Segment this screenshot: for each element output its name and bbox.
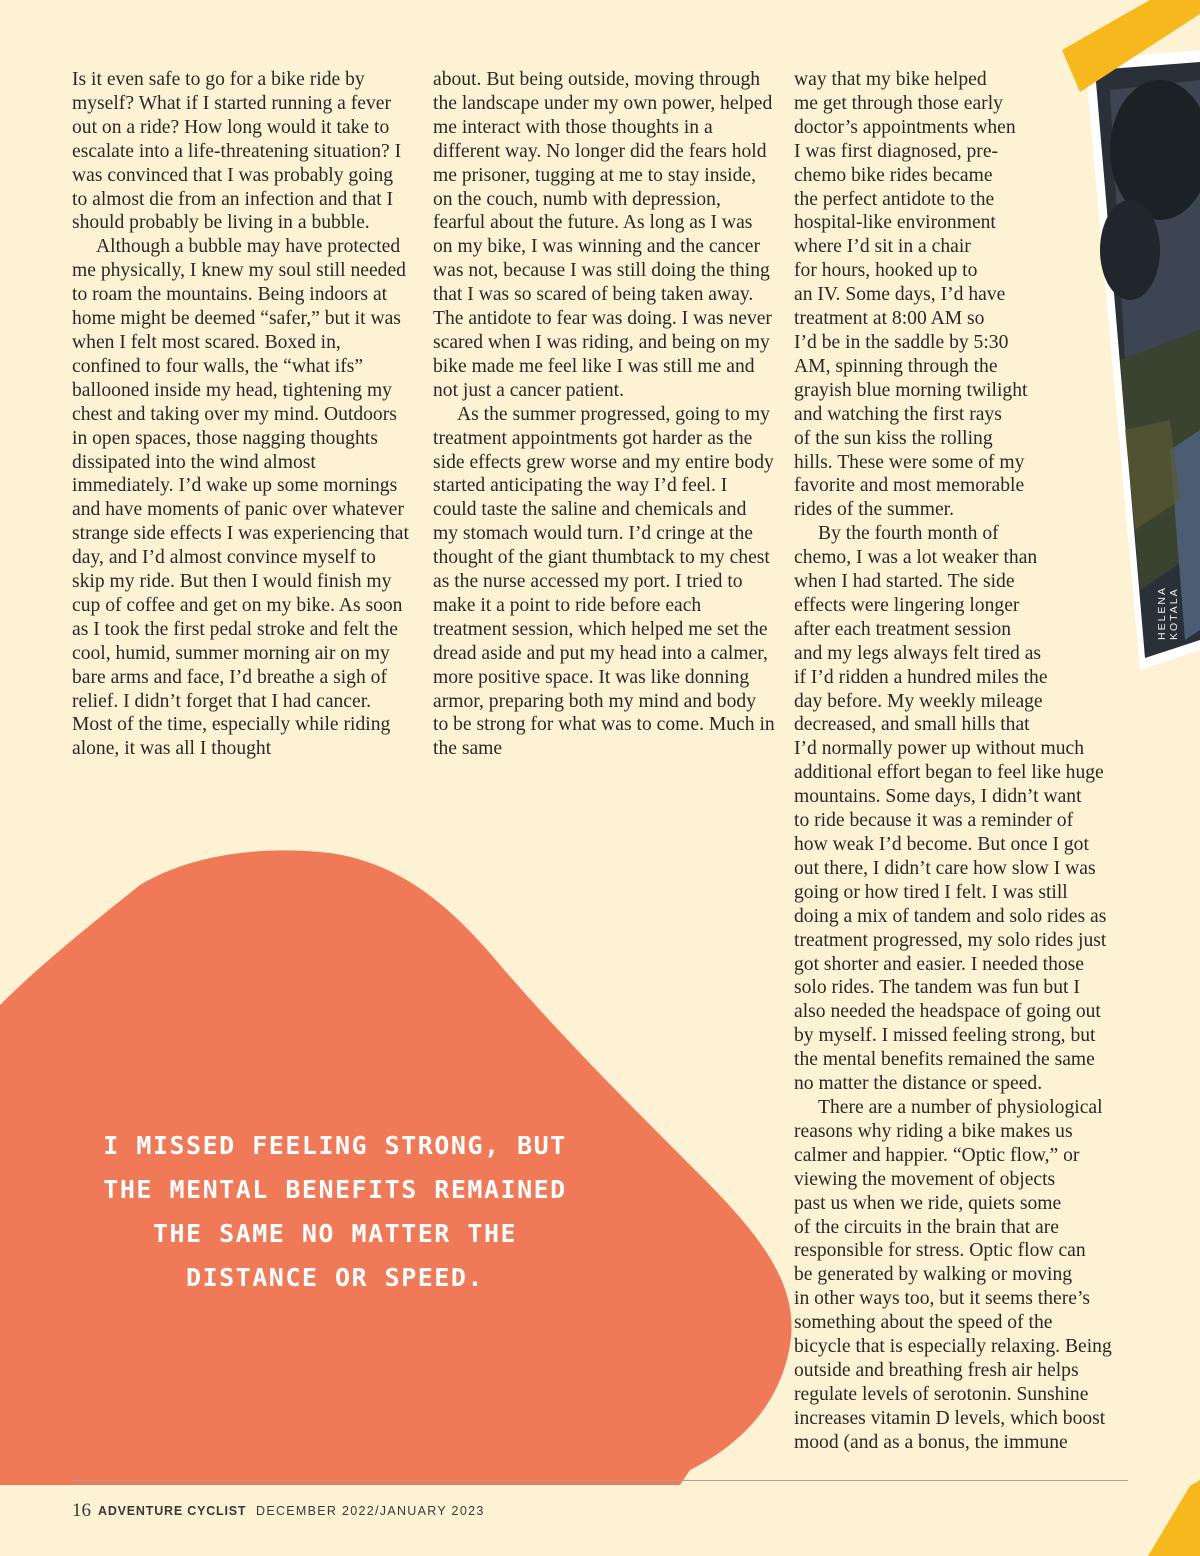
issue-date: DECEMBER 2022/JANUARY 2023 [256,1504,485,1518]
paragraph: As the summer progressed, going to my treatment appointments got harder as the side effects grew worse and my entire body started anticipating the way I’d feel. I could taste the saline and chemicals and my stomach would turn. I’d cringe at the thought of the giant thumbtack to my chest as the nurse accessed my port. I tried to make it a point to ride before each treatment session, which helped me set the dread aside and put my head into a calmer, more positive space. It was like donning armor, preparing both my mind and body to be strong for what was to come. Much in the same [433,403,775,760]
page-number: 16 [72,1500,91,1521]
paragraph: about. But being outside, moving through the landscape under my own power, helped me interact with those thoughts in a different way. No longer did the fears hold me prisoner, tugging at me to stay inside, on the couch, numb with depression, fearful about the future. As long as I was on my bike, I was winning and the cancer was not, because I was still doing the thing that I was so scared of being taken away. The antidote to fear was doing. I was never scared when I was riding, and being on my bike made me feel like I was still me and not just a cancer patient. [433,69,773,401]
paragraph: Is it even safe to go for a bike ride by myself? What if I started running a fever out on a ride? How long would it take to escalate into a life-threatening situation? I was convinced that I was probably going to almost die from an infection and that I should probably be living in a bubble. [72,69,402,234]
article-column-2 [433,68,775,761]
paragraph: There are a number of physiological reasons why riding a bike makes us calmer and happier. “Optic flow,” or viewing the movement of objects past us when we ride, quiets some of the circuits in the brain that are responsible for stress. Optic flow can be generated by walking or moving in other ways too, but it seems there’s something about the speed of the bicycle that is especially relaxing. Being outside and breathing fresh air helps regulate levels of serotonin. Sunshine increases vitamin D levels, which boost mood (and as a bonus, the immune [794,1096,1112,1453]
photo-credit: HELENA KOTALA [1156,586,1180,640]
paragraph: way that my bike helped me get through those early doctor’s appointments when I was first diagnosed, pre- chemo bike rides became the perfect antidote to the hospital-like environment where I’d sit in a chair for hours, hooked up to an IV. Some days, I’d have treatment at 8:00 AM so I’d be in the saddle by 5:30 AM, spinning through the grayish blue morning twilight and watching the first rays of the sun kiss the rolling hills. These were some of my favorite and most memorable rides of the summer. [794,69,1028,521]
paragraph: Although a bubble may have protected me physically, I knew my soul still needed to roam the mountains. Being indoors at home might be deemed “safer,” but it was when I felt most scared. Boxed in, confined to four walls, the “what ifs” ballooned inside my head, tightening my chest and taking over my mind. Outdoors in open spaces, those nagging thoughts dissipated into the wind almost immediately. I’d wake up some mornings and have moments of panic over whatever strange side effects I was experiencing that day, and I’d almost convince myself to skip my ride. But then I would finish my cup of coffee and get on my bike. As soon as I took the first pedal stroke and felt the cool, humid, summer morning air on my bare arms and face, I’d breathe a sigh of relief. I didn’t forget that I had cancer. Most of the time, especially while riding alone, it was all I thought [72,236,409,760]
article-column-1 [72,68,412,761]
paragraph: By the fourth month of chemo, I was a lot weaker than when I had started. The side effects were lingering longer after each treatment session and my legs always felt tired as if I’d ridden a hundred miles the day before. My weekly mileage decreased, and small hills that I’d normally power up without much additional effort began to feel like huge mountains. Some days, I didn’t want to ride because it was a reminder of how weak I’d become. But once I got out there, I didn’t care how slow I was going or how tired I felt. I was still doing a mix of tandem and solo rides as treatment progressed, my solo rides just got shorter and easier. I needed those solo rides. The tandem was fun but I also needed the headspace of going out by myself. I missed feeling strong, but the mental benefits remained the same no matter the distance or speed. [794,523,1107,1095]
pull-quote: I MISSED FEELING STRONG, BUT THE MENTAL BENEFITS REMAINED THE SAME NO MATTER THE DISTANCE OR SPEED. [103,1131,567,1292]
tape-strip-bottom [1130,1480,1200,1556]
footer-rule [72,1480,1128,1481]
magazine-name: ADVENTURE CYCLIST [98,1504,247,1518]
tape-strip-top [1040,0,1200,110]
